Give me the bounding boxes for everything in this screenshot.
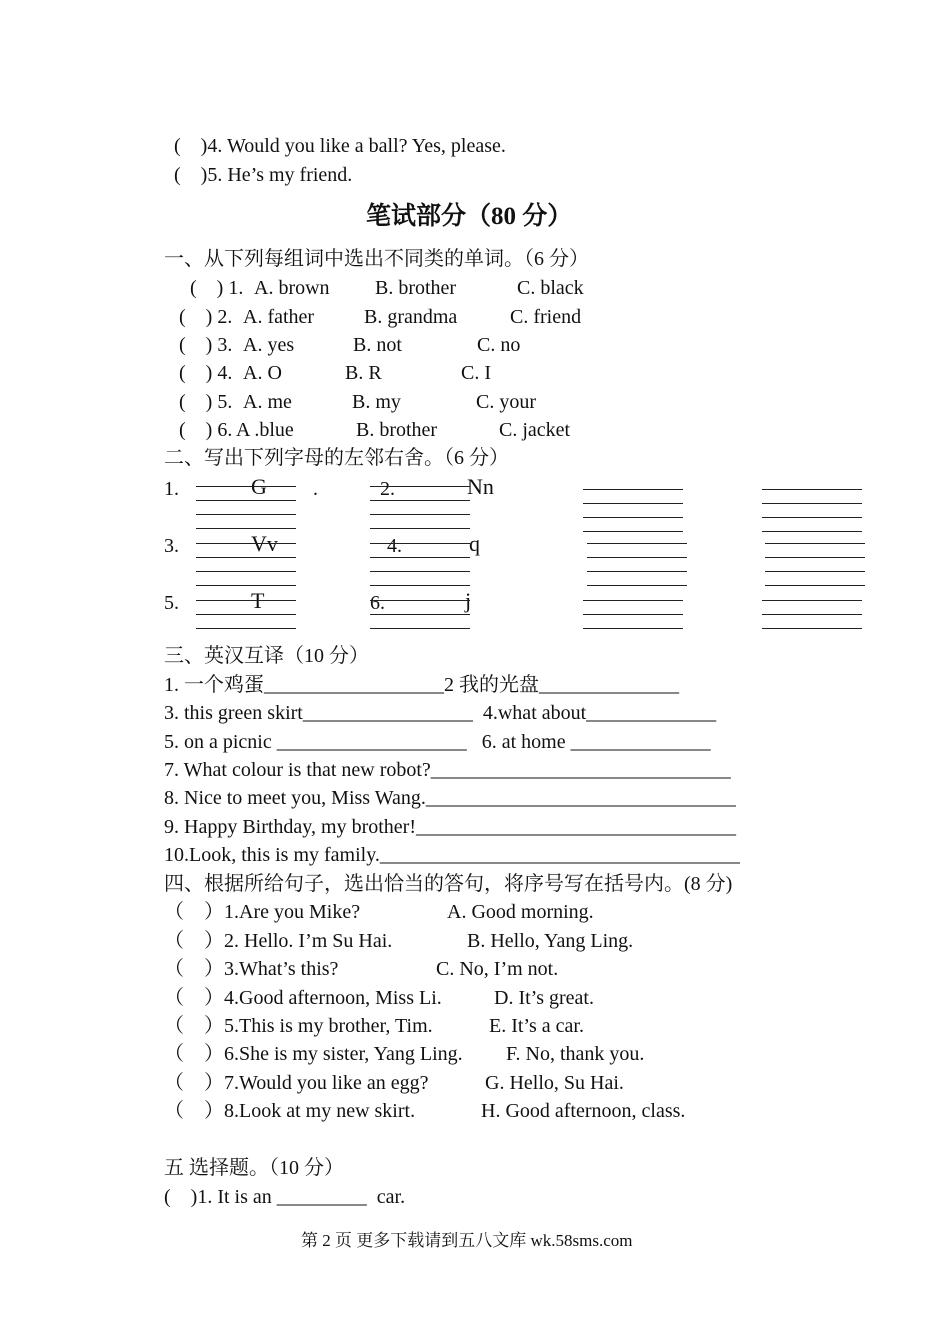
part1-item-2-num: ( ) 2. — [179, 306, 233, 328]
part4-a-B: B. Hello, Yang Ling. — [467, 930, 634, 952]
part1-item-6-b: B. brother — [356, 419, 438, 441]
part3-line-3: 5. on a picnic ___________________ 6. at home ______________ — [164, 731, 711, 753]
part2-num-3: 3. — [164, 535, 179, 557]
part5-item-1: ( )1. It is an _________ car. — [164, 1186, 406, 1208]
part1-item-6-c: C. jacket — [499, 419, 571, 441]
part1-item-1-num: ( ) 1. — [190, 277, 244, 299]
part3-line-2: 3. this green skirt_________________ 4.what about_____________ — [164, 702, 717, 724]
part1-item-4-b: B. R — [345, 362, 382, 384]
part1-item-6-num: ( ) 6. — [179, 419, 233, 441]
written-section-title: 笔试部分（80 分） — [366, 203, 573, 230]
part2-num-4: 4. — [387, 535, 402, 557]
part4-a-D: D. It’s great. — [494, 987, 594, 1009]
part2-num-1: 1. — [164, 478, 179, 500]
part2-letter-G: G — [251, 474, 267, 499]
part1-item-1-c: C. black — [517, 277, 584, 299]
part2-num-2: 2. — [380, 478, 395, 500]
part1-item-1-b: B. brother — [375, 277, 457, 299]
part1-item-5-b: B. my — [352, 391, 401, 413]
listening-item-4: ( )4. Would you like a ball? Yes, please. — [174, 135, 506, 157]
part4-q-4: （ ）4.Good afternoon, Miss Li. — [164, 987, 442, 1009]
part1-item-5-num: ( ) 5. — [179, 391, 233, 413]
part2-letter-Nn: Nn — [467, 474, 494, 499]
part1-item-6-a: A .blue — [236, 419, 294, 441]
part4-a-G: G. Hello, Su Hai. — [485, 1072, 624, 1094]
part1-item-3-b: B. not — [353, 334, 402, 356]
part1-item-1-a: A. brown — [254, 277, 330, 299]
part1-item-5-c: C. your — [476, 391, 536, 413]
part4-a-A: A. Good morning. — [447, 901, 594, 923]
part4-q-6: （ ）6.She is my sister, Yang Ling. — [164, 1043, 463, 1065]
part2-heading: 二、写出下列字母的左邻右舍。（6 分） — [164, 447, 509, 469]
part2-letter-Vv: Vv — [251, 531, 278, 556]
part1-item-3-c: C. no — [477, 334, 521, 356]
part1-item-5-a: A. me — [243, 391, 292, 413]
part3-line-1: 1. 一个鸡蛋__________________2 我的光盘______________ — [164, 674, 679, 696]
part4-q-1: （ ）1.Are you Mike? — [164, 901, 361, 923]
part2-letter-q: q — [469, 531, 480, 556]
part4-q-2: （ ）2. Hello. I’m Su Hai. — [164, 930, 393, 952]
part3-line-4: 7. What colour is that new robot?______________________________ — [164, 759, 731, 781]
part3-heading: 三、英汉互译（10 分） — [164, 645, 369, 667]
part3-line-6: 9. Happy Birthday, my brother!________________________________ — [164, 816, 736, 838]
part4-a-C: C. No, I’m not. — [436, 958, 559, 980]
part3-line-5: 8. Nice to meet you, Miss Wang._______________________________ — [164, 787, 736, 809]
part4-a-F: F. No, thank you. — [506, 1043, 645, 1065]
part1-item-4-a: A. O — [243, 362, 282, 384]
part1-item-3-num: ( ) 3. — [179, 334, 233, 356]
part4-q-3: （ ）3.What’s this? — [164, 958, 339, 980]
part4-q-7: （ ）7.Would you like an egg? — [164, 1072, 429, 1094]
part4-a-E: E. It’s a car. — [489, 1015, 584, 1037]
part2-letter-T: T — [251, 588, 265, 613]
part1-item-2-b: B. grandma — [364, 306, 458, 328]
part4-heading: 四、根据所给句子，选出恰当的答句，将序号写在括号内。(8 分) — [164, 873, 733, 895]
part4-a-H: H. Good afternoon, class. — [481, 1100, 686, 1122]
page-footer: 第 2 页 更多下载请到五八文库 wk.58sms.com — [301, 1231, 633, 1250]
part1-item-4-c: C. I — [461, 362, 491, 384]
part1-item-2-c: C. friend — [510, 306, 582, 328]
part4-q-5: （ ）5.This is my brother, Tim. — [164, 1015, 433, 1037]
part1-heading: 一、从下列每组词中选出不同类的单词。（6 分） — [164, 248, 589, 270]
part1-item-4-num: ( ) 4. — [179, 362, 233, 384]
part5-heading: 五 选择题。（10 分） — [164, 1157, 344, 1179]
listening-item-5: ( )5. He’s my friend. — [174, 164, 353, 186]
part2-dot: . — [313, 478, 318, 500]
part2-letter-j: j — [465, 588, 472, 613]
part1-item-2-a: A. father — [243, 306, 315, 328]
part2-num-6: 6. — [370, 592, 385, 614]
part4-q-8: （ ）8.Look at my new skirt. — [164, 1100, 416, 1122]
part2-num-5: 5. — [164, 592, 179, 614]
part3-line-7: 10.Look, this is my family.____________________________________ — [164, 844, 740, 866]
part1-item-3-a: A. yes — [243, 334, 295, 356]
